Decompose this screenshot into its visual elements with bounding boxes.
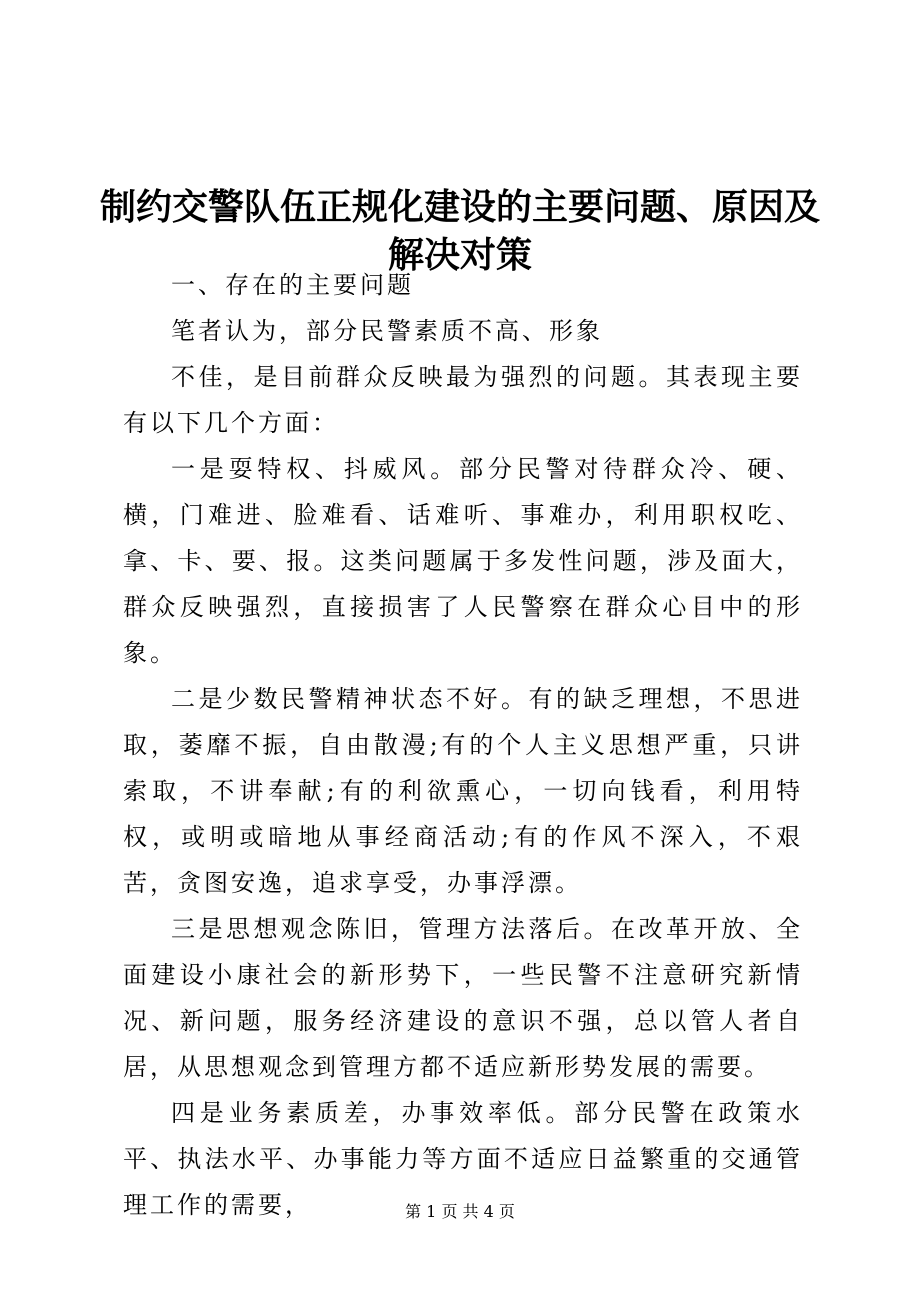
page-footer (0, 1200, 920, 1224)
section-heading: 一、存在的主要问题 (171, 271, 414, 299)
paragraph: 二是少数民警精神状态不好。有的缺乏理想，不思进取，萎靡不振，自由散漫;有的个人主义思想严重，只讲索取，不讲奉献;有的利欲熏心，一切向钱看，利用特权，或明或暗地从事经商活动;有的作风不深入，不艰苦，贪图安逸，追求享受，办事浮漂。 (123, 685, 803, 897)
paragraph: 不佳，是目前群众反映最为强烈的问题。其表现主要有以下几个方面： (123, 363, 803, 437)
document-title: 制约交警队伍正规化建设的主要问题、原因及解决对策 (100, 187, 821, 277)
paragraph: 笔者认为，部分民警素质不高、形象 (171, 317, 603, 345)
document-body (123, 262, 803, 1228)
paragraph: 四是业务素质差，办事效率低。部分民警在政策水平、执法水平、办事能力等方面不适应日益繁重的交通管理工作的需要， (123, 1099, 803, 1219)
paragraph: 三是思想观念陈旧，管理方法落后。在改革开放、全面建设小康社会的新形势下，一些民警不注意研究新情况、新问题，服务经济建设的意识不强，总以管人者自居，从思想观念到管理方都不适应新形势发展的需要。 (123, 915, 803, 1081)
paragraph: 一是耍特权、抖威风。部分民警对待群众冷、硬、横，门难进、脸难看、话难听、事难办，利用职权吃、拿、卡、要、报。这类问题属于多发性问题，涉及面大，群众反映强烈，直接损害了人民警察在群众心目中的形象。 (123, 455, 803, 667)
page-number-label: 第 1 页 共 4 页 (405, 1202, 515, 1221)
